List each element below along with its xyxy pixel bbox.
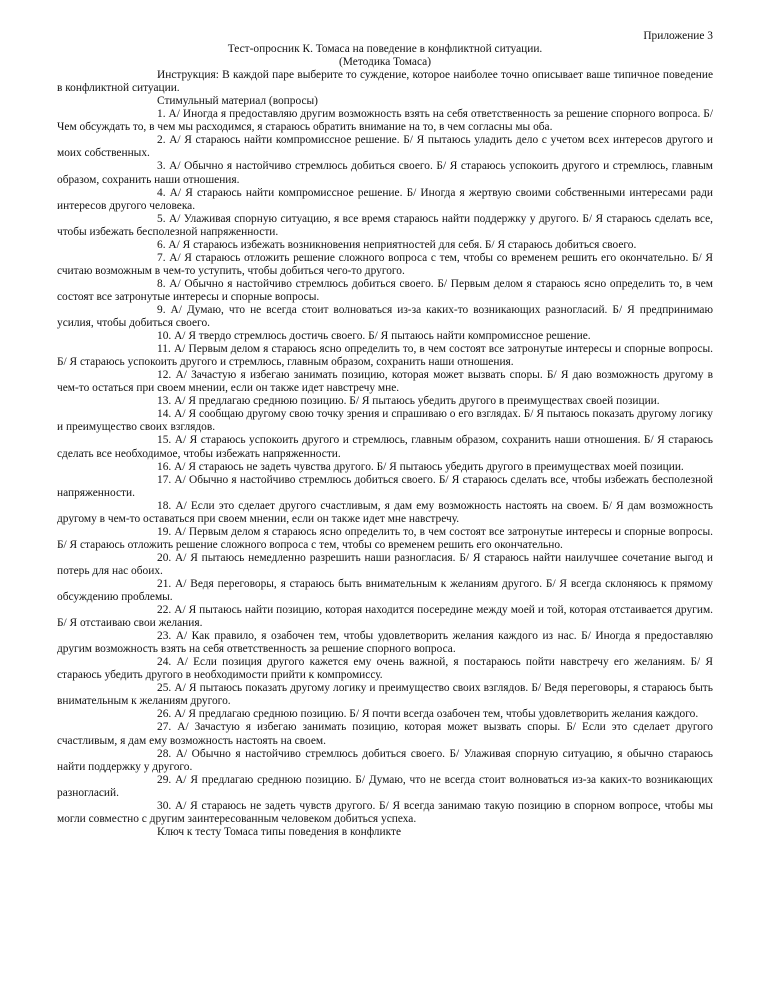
question-item: 20. А/ Я пытаюсь немедленно разрешить наши разногласия. Б/ Я стараюсь найти наилучшее сочетание выгод и потерь для нас обоих. bbox=[57, 551, 713, 577]
question-item: 9. А/ Думаю, что не всегда стоит волноваться из-за каких-то возникающих разногласий. Б/ Я предпринимаю усилия, чтобы добиться своего. bbox=[57, 303, 713, 330]
instruction-paragraph: Инструкция: В каждой паре выберите то суждение, которое наиболее точно описывает ваше типичное поведение в конфликтной ситуации. bbox=[57, 69, 713, 95]
question-item: 5. А/ Улаживая спорную ситуацию, я все время стараюсь найти поддержку у другого. Б/ Я стараюсь сделать все, чтобы избежать бесполезной напряженности. bbox=[57, 212, 713, 238]
question-item: 11. А/ Первым делом я стараюсь ясно определить то, в чем состоят все затронутые интересы и спорные вопросы. Б/ Я стараюсь успокоить другого и стремлюсь, главным образом, сохранить наши отношения. bbox=[57, 343, 713, 369]
question-item: 1. А/ Иногда я предоставляю другим возможность взять на себя ответственность за решение спорного вопроса. Б/ Чем обсуждать то, в чем мы расходимся, я стараюсь обратить внимание на то, в чем согласны мы оба. bbox=[57, 108, 713, 134]
question-item: 7. А/ Я стараюсь отложить решение сложного вопроса с тем, чтобы со временем решить его окончательно. Б/ Я считаю возможным в чем-то уступить, чтобы добиться чего-то другого. bbox=[57, 251, 713, 277]
question-list bbox=[57, 108, 713, 826]
question-item: 15. А/ Я стараюсь успокоить другого и стремлюсь, главным образом, сохранить наши отношения. Б/ Я стараюсь сделать все необходимое, чтобы избежать напряженности. bbox=[57, 434, 713, 460]
question-item: 17. А/ Обычно я настойчиво стремлюсь добиться своего. Б/ Я стараюсь сделать все, чтобы избежать бесполезной напряженности. bbox=[57, 473, 713, 499]
question-item: 16. А/ Я стараюсь не задеть чувства другого. Б/ Я пытаюсь убедить другого в преимуществах моей позиции. bbox=[157, 460, 684, 473]
question-item: 28. А/ Обычно я настойчиво стремлюсь добиться своего. Б/ Улаживая спорную ситуацию, я обычно стараюсь найти поддержку у другого. bbox=[57, 747, 713, 773]
question-item: 19. А/ Первым делом я стараюсь ясно определить то, в чем состоят все затронутые интересы и спорные вопросы. Б/ Я стараюсь отложить решение сложного вопроса с тем, чтобы со временем решить его окончательно. bbox=[57, 525, 713, 551]
question-item: 4. А/ Я стараюсь найти компромиссное решение. Б/ Иногда я жертвую своими собственными интересами ради интересов другого человека. bbox=[57, 186, 713, 212]
question-item: 18. А/ Если это сделает другого счастливым, я дам ему возможность настоять на своем. Б/ Я дам возможность другому в чем-то оставаться при своем мнении, если он также идет мне навстречу. bbox=[57, 499, 713, 525]
question-item: 29. А/ Я предлагаю среднюю позицию. Б/ Думаю, что не всегда стоит волноваться из-за каких-то возникающих разногласий. bbox=[57, 773, 713, 799]
question-item: 24. А/ Если позиция другого кажется ему очень важной, я постараюсь пойти навстречу его желаниям. Б/ Я стараюсь убедить другого в необходимости прийти к компромиссу. bbox=[57, 656, 713, 682]
question-item: 8. А/ Обычно я настойчиво стремлюсь добиться своего. Б/ Первым делом я стараюсь ясно определить то, в чем состоят все затронутые интересы и спорные вопросы. bbox=[57, 277, 713, 303]
stimulus-heading: Стимульный материал (вопросы) bbox=[157, 95, 318, 108]
question-item: 13. А/ Я предлагаю среднюю позицию. Б/ Я пытаюсь убедить другого в преимуществах своей позиции. bbox=[157, 395, 660, 408]
question-item: 12. А/ Зачастую я избегаю занимать позицию, которая может вызвать споры. Б/ Я даю возможность другому в чем-то остаться при своем мнении, если он также идет навстречу мне. bbox=[57, 369, 713, 395]
document-title: Тест-опросник К. Томаса на поведение в конфликтной ситуации. bbox=[227, 43, 543, 56]
appendix-label: Приложение 3 bbox=[643, 30, 713, 42]
key-heading: Ключ к тесту Томаса типы поведения в конфликте bbox=[157, 825, 401, 838]
question-item: 10. А/ Я твердо стремлюсь достичь своего. Б/ Я пытаюсь найти компромиссное решение. bbox=[157, 330, 591, 343]
question-item: 23. А/ Как правило, я озабочен тем, чтобы удовлетворить желания каждого из нас. Б/ Иногда я предоставляю другим возможность взять на себя ответственность за решение спорного вопроса. bbox=[57, 630, 713, 656]
question-item: 25. А/ Я пытаюсь показать другому логику и преимущество своих взглядов. Б/ Ведя переговоры, я стараюсь быть внимательным к желаниям другого. bbox=[57, 682, 713, 708]
question-item: 2. А/ Я стараюсь найти компромиссное решение. Б/ Я пытаюсь уладить дело с учетом всех интересов другого и моих собственных. bbox=[57, 134, 713, 160]
question-item: 30. А/ Я стараюсь не задеть чувств другого. Б/ Я всегда занимаю такую позицию в спорном вопросе, чтобы мы могли совместно с другим заинтересованным человеком добиться успеха. bbox=[57, 799, 713, 825]
question-item: 3. А/ Обычно я настойчиво стремлюсь добиться своего. Б/ Я стараюсь успокоить другого и стремлюсь, главным образом, сохранить наши отношения. bbox=[57, 160, 713, 186]
question-item: 21. А/ Ведя переговоры, я стараюсь быть внимательным к желаниям другого. Б/ Я всегда склоняюсь к прямому обсуждению проблемы. bbox=[57, 577, 713, 604]
question-item: 27. А/ Зачастую я избегаю занимать позицию, которая может вызвать споры. Б/ Если это сделает другого счастливым, я дам ему возможность настоять на своем. bbox=[57, 721, 713, 747]
document-subtitle: (Методика Томаса) bbox=[339, 56, 431, 69]
question-item: 26. А/ Я предлагаю среднюю позицию. Б/ Я почти всегда озабочен тем, чтобы удовлетворить желания каждого. bbox=[157, 708, 699, 721]
question-item: 14. А/ Я сообщаю другому свою точку зрения и спрашиваю о его взглядах. Б/ Я пытаюсь показать другому логику и преимущество своих взглядов. bbox=[57, 408, 713, 434]
question-item: 6. А/ Я стараюсь избежать возникновения неприятностей для себя. Б/ Я стараюсь добиться своего. bbox=[157, 238, 637, 251]
question-item: 22. А/ Я пытаюсь найти позицию, которая находится посередине между моей и той, которая отстаивается другим. Б/ Я отстаиваю свои желания. bbox=[57, 604, 713, 630]
